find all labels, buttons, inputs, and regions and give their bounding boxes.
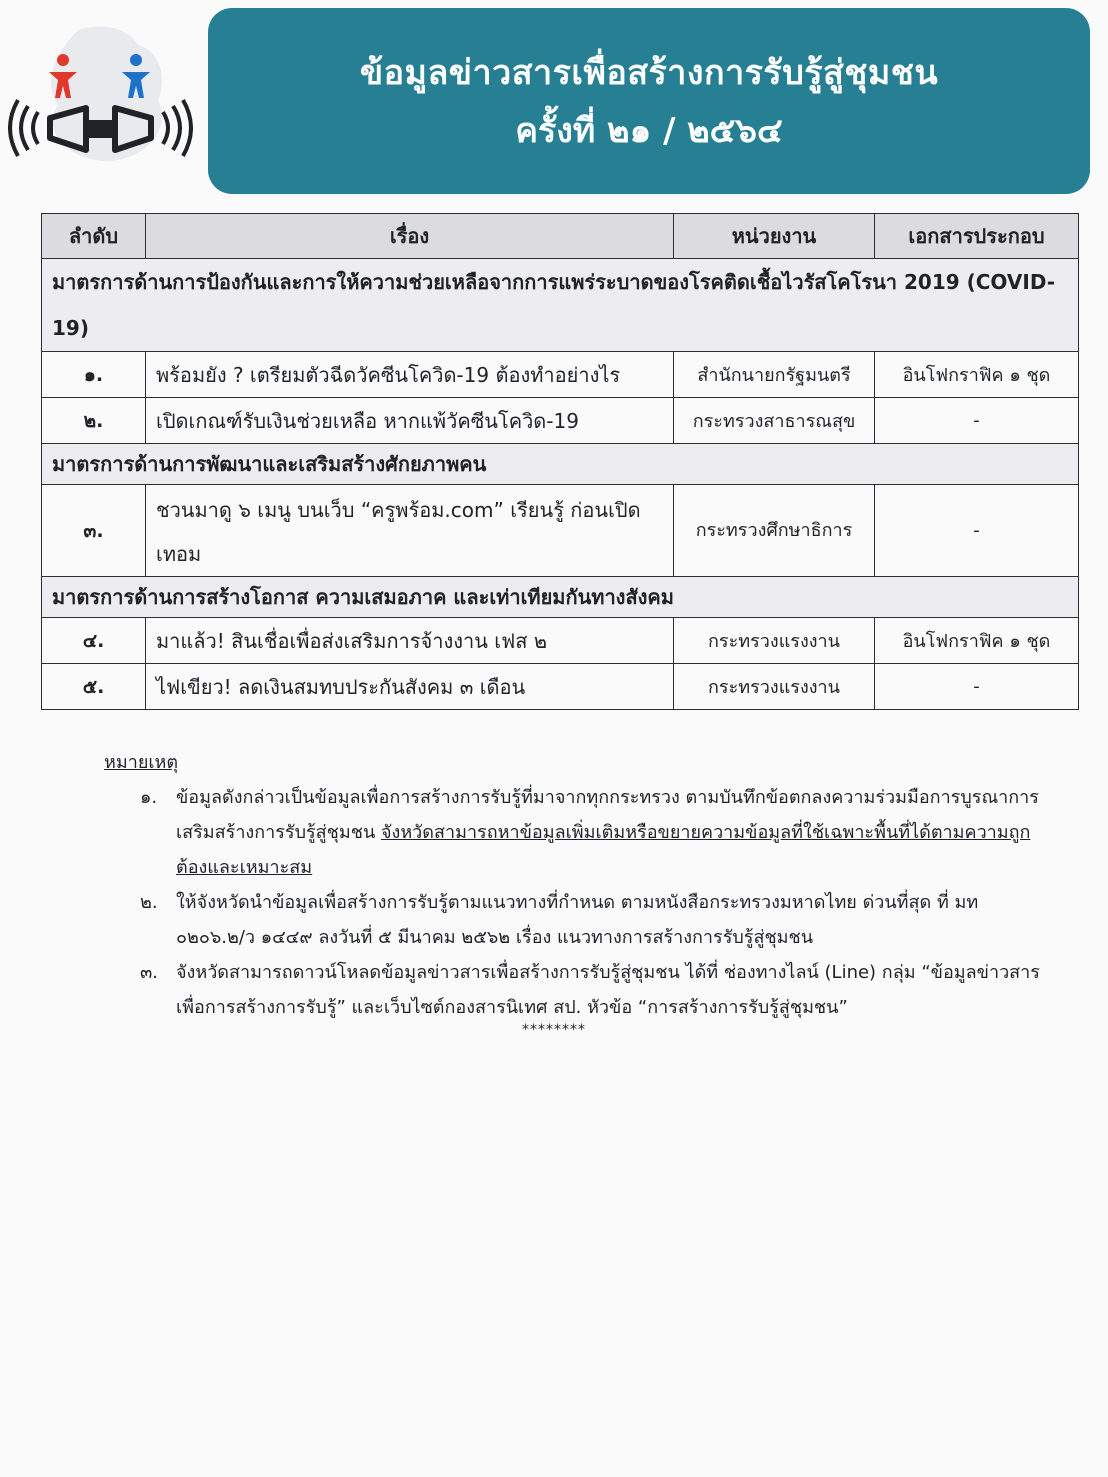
notes-heading: หมายเหตุ bbox=[104, 752, 179, 773]
section-row bbox=[42, 444, 1079, 485]
row-topic: มาแล้ว! สินเชื่อเพื่อส่งเสริมการจ้างงาน เฟส ๒ bbox=[146, 618, 674, 664]
note-number: ๒. bbox=[140, 892, 158, 913]
row-attachment: - bbox=[875, 664, 1079, 710]
table-row bbox=[42, 398, 1079, 444]
note-number: ๑. bbox=[140, 787, 158, 808]
section-row bbox=[42, 577, 1079, 618]
community-logo-icon bbox=[8, 20, 193, 170]
row-number: ๒. bbox=[42, 398, 146, 444]
row-topic: พร้อมยัง ? เตรียมตัวฉีดวัคซีนโควิด-19 ต้องทำอย่างไร bbox=[146, 352, 674, 398]
row-attachment: - bbox=[875, 485, 1079, 577]
row-topic: เปิดเกณฑ์รับเงินช่วยเหลือ หากแพ้วัคซีนโควิด-19 bbox=[146, 398, 674, 444]
section-row bbox=[42, 259, 1079, 352]
row-agency: กระทรวงแรงงาน bbox=[674, 618, 875, 664]
table-row bbox=[42, 352, 1079, 398]
row-attachment: - bbox=[875, 398, 1079, 444]
row-topic: ไฟเขียว! ลดเงินสมทบประกันสังคม ๓ เดือน bbox=[146, 664, 674, 710]
header-attachment: เอกสารประกอบ bbox=[875, 214, 1079, 259]
page-title: ข้อมูลข่าวสารเพื่อสร้างการรับรู้สู่ชุมชน bbox=[359, 53, 939, 93]
row-number: ๑. bbox=[42, 352, 146, 398]
note-text: จังหวัดสามารถดาวน์โหลดข้อมูลข่าวสารเพื่อสร้างการรับรู้สู่ชุมชน ได้ที่ ช่องทางไลน์ (Line) กลุ่ม “ข้อมูลข่าวสารเพื่อการสร้างการรับรู้” และเว็บไซต์กองสารนิเทศ สป. หัวข้อ “การสร้างการรับรู้สู่ชุมชน” bbox=[176, 962, 1040, 1018]
header-agency: หน่วยงาน bbox=[674, 214, 875, 259]
header-order: ลำดับ bbox=[42, 214, 146, 259]
table-row bbox=[42, 618, 1079, 664]
row-topic: ชวนมาดู ๖ เมนู บนเว็บ “ครูพร้อม.com” เรียนรู้ ก่อนเปิดเทอม bbox=[146, 485, 674, 577]
row-agency: กระทรวงแรงงาน bbox=[674, 664, 875, 710]
note-text: ให้จังหวัดนำข้อมูลเพื่อสร้างการรับรู้ตามแนวทางที่กำหนด ตามหนังสือกระทรวงมหาดไทย ด่วนที่สุด ที่ มท ๐๒๐๖.๒/ว ๑๔๔๙ ลงวันที่ ๕ มีนาคม ๒๕๖๒ เรื่อง แนวทางการสร้างการรับรู้สู่ชุมชน bbox=[176, 892, 979, 948]
note-underlined-text: จังหวัดสามารถหาข้อมูลเพิ่มเติมหรือขยายความข้อมูลที่ใช้เฉพาะพื้นที่ได้ตามความถูกต้องและเหมาะสม bbox=[176, 822, 1031, 878]
note-item bbox=[104, 780, 1044, 885]
section-title: มาตรการด้านการสร้างโอกาส ความเสมอภาค และเท่าเทียมกันทางสังคม bbox=[42, 577, 1079, 618]
news-table bbox=[41, 213, 1079, 710]
section-title: มาตรการด้านการป้องกันและการให้ความช่วยเหลือจากการแพร่ระบาดของโรคติดเชื้อไวรัสโคโรนา 2019 (COVID-19) bbox=[42, 259, 1079, 352]
row-attachment: อินโฟกราฟิค ๑ ชุด bbox=[875, 618, 1079, 664]
row-agency: กระทรวงสาธารณสุข bbox=[674, 398, 875, 444]
notes-section bbox=[104, 745, 1044, 1025]
row-agency: กระทรวงศึกษาธิการ bbox=[674, 485, 875, 577]
row-attachment: อินโฟกราฟิค ๑ ชุด bbox=[875, 352, 1079, 398]
table-row bbox=[42, 485, 1079, 577]
note-number: ๓. bbox=[140, 962, 159, 983]
row-number: ๔. bbox=[42, 618, 146, 664]
issue-number: ครั้งที่ ๒๑ / ๒๕๖๔ bbox=[515, 111, 783, 151]
header-topic: เรื่อง bbox=[146, 214, 674, 259]
note-text: ข้อมูลดังกล่าวเป็นข้อมูลเพื่อการสร้างการรับรู้ที่มาจากทุกกระทรวง ตามบันทึกข้อตกลงความร่วมมือการบูรณาการเสริมสร้างการรับรู้สู่ชุมชน bbox=[176, 787, 1039, 843]
note-item bbox=[104, 885, 1044, 955]
row-agency: สำนักนายกรัฐมนตรี bbox=[674, 352, 875, 398]
title-banner bbox=[208, 8, 1090, 194]
row-number: ๕. bbox=[42, 664, 146, 710]
row-number: ๓. bbox=[42, 485, 146, 577]
table-row bbox=[42, 664, 1079, 710]
table-header-row bbox=[42, 214, 1079, 259]
end-mark: ******** bbox=[522, 1022, 586, 1038]
section-title: มาตรการด้านการพัฒนาและเสริมสร้างศักยภาพคน bbox=[42, 444, 1079, 485]
note-item bbox=[104, 955, 1044, 1025]
